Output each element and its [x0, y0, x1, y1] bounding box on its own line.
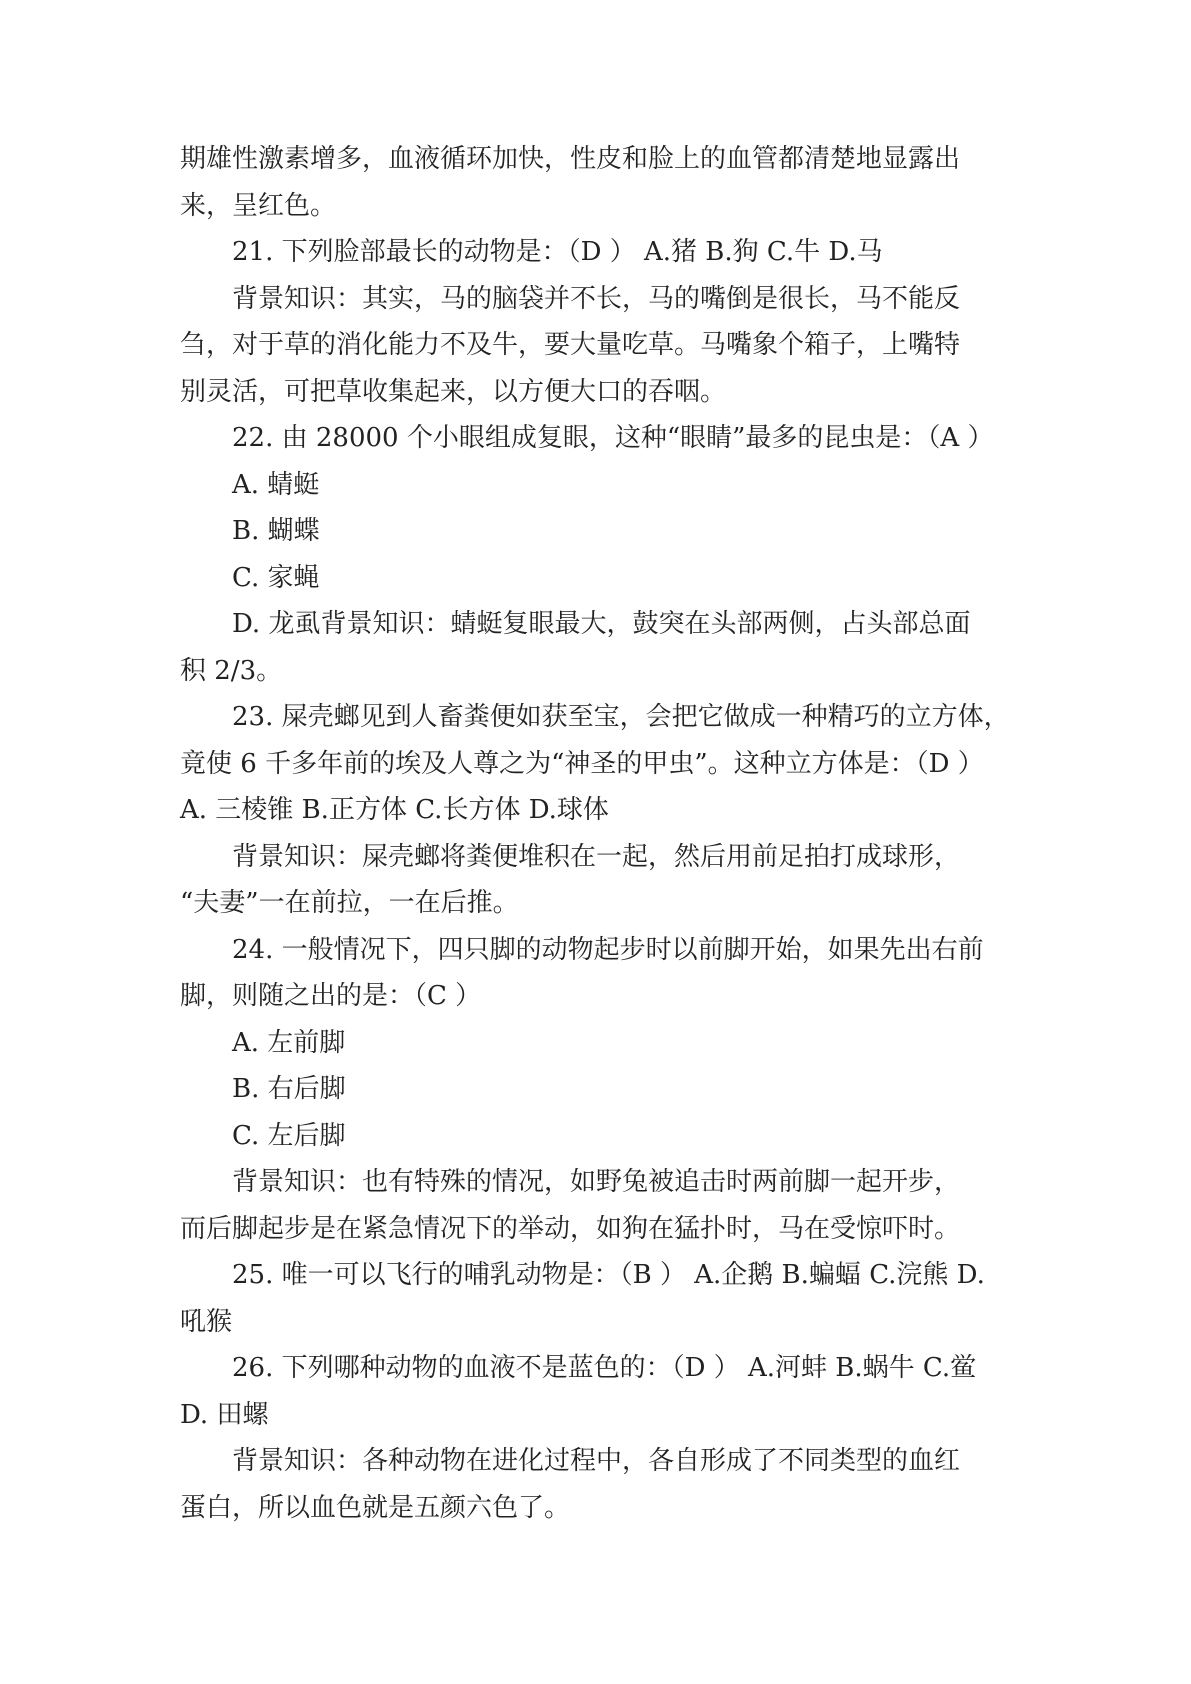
- option-d: D. 龙虱背景知识：蜻蜓复眼最大，鼓突在头部两侧，占头部总面: [232, 609, 971, 639]
- document-page: [180, 136, 1020, 1531]
- option-a: A. 蜻蜓: [232, 469, 320, 500]
- text-line: 竟使 6 千多年前的埃及人尊之为“神圣的甲虫”。这种立方体是：（D ）: [180, 748, 984, 779]
- option-a: A. 左前脚: [232, 1027, 346, 1058]
- background-knowledge-24: 背景知识：也有特殊的情况，如野兔被追击时两前脚一起开步，: [232, 1167, 961, 1197]
- option-c: C. 家蝇: [232, 562, 320, 593]
- text-line: 别灵活，可把草收集起来，以方便大口的吞咽。: [180, 376, 727, 407]
- text-line: D. 田螺: [180, 1399, 269, 1430]
- question-24: 24. 一般情况下，四只脚的动物起步时以前脚开始，如果先出右前: [232, 934, 984, 965]
- option-b: B. 蝴蝶: [232, 516, 320, 546]
- text-line: “夫妻”一在前拉，一在后推。: [180, 888, 519, 918]
- question-21: 21. 下列脸部最长的动物是：（D ） A.猪 B.狗 C.牛 D.马: [232, 237, 883, 267]
- text-line: 蛋白，所以血色就是五颜六色了。: [180, 1492, 571, 1523]
- option-b: B. 右后脚: [232, 1074, 346, 1104]
- text-line: 吼猴: [180, 1306, 233, 1337]
- background-knowledge-26: 背景知识：各种动物在进化过程中，各自形成了不同类型的血红: [232, 1446, 961, 1476]
- question-26: 26. 下列哪种动物的血液不是蓝色的：（D ） A.河蚌 B.蜗牛 C.鲎: [232, 1353, 977, 1383]
- question-25: 25. 唯一可以飞行的哺乳动物是：（B ） A.企鹅 B.蝙蝠 C.浣熊 D.: [232, 1260, 985, 1290]
- text-line: 来，呈红色。: [180, 190, 337, 221]
- question-23: 23. 屎壳螂见到人畜粪便如获至宝，会把它做成一种精巧的立方体，: [232, 702, 1010, 732]
- text-line: 刍，对于草的消化能力不及牛，要大量吃草。马嘴象个箱子，上嘴特: [180, 330, 961, 360]
- background-knowledge-23: 背景知识：屎壳螂将粪便堆积在一起，然后用前足拍打成球形，: [232, 841, 961, 872]
- text-line: 而后脚起步是在紧急情况下的举动，如狗在猛扑时，马在受惊吓时。: [180, 1213, 961, 1244]
- text-line: 期雄性激素增多，血液循环加快，性皮和脸上的血管都清楚地显露出: [180, 144, 961, 174]
- background-knowledge-21: 背景知识：其实，马的脑袋并不长，马的嘴倒是很长，马不能反: [232, 283, 961, 314]
- question-22: 22. 由 28000 个小眼组成复眼，这种“眼睛”最多的昆虫是：（A ）: [232, 423, 994, 453]
- text-line: 脚，则随之出的是：（C ）: [180, 981, 482, 1011]
- options-line: A. 三棱锥 B.正方体 C.长方体 D.球体: [180, 795, 609, 825]
- option-c: C. 左后脚: [232, 1120, 346, 1151]
- text-line: 积 2/3。: [180, 655, 283, 686]
